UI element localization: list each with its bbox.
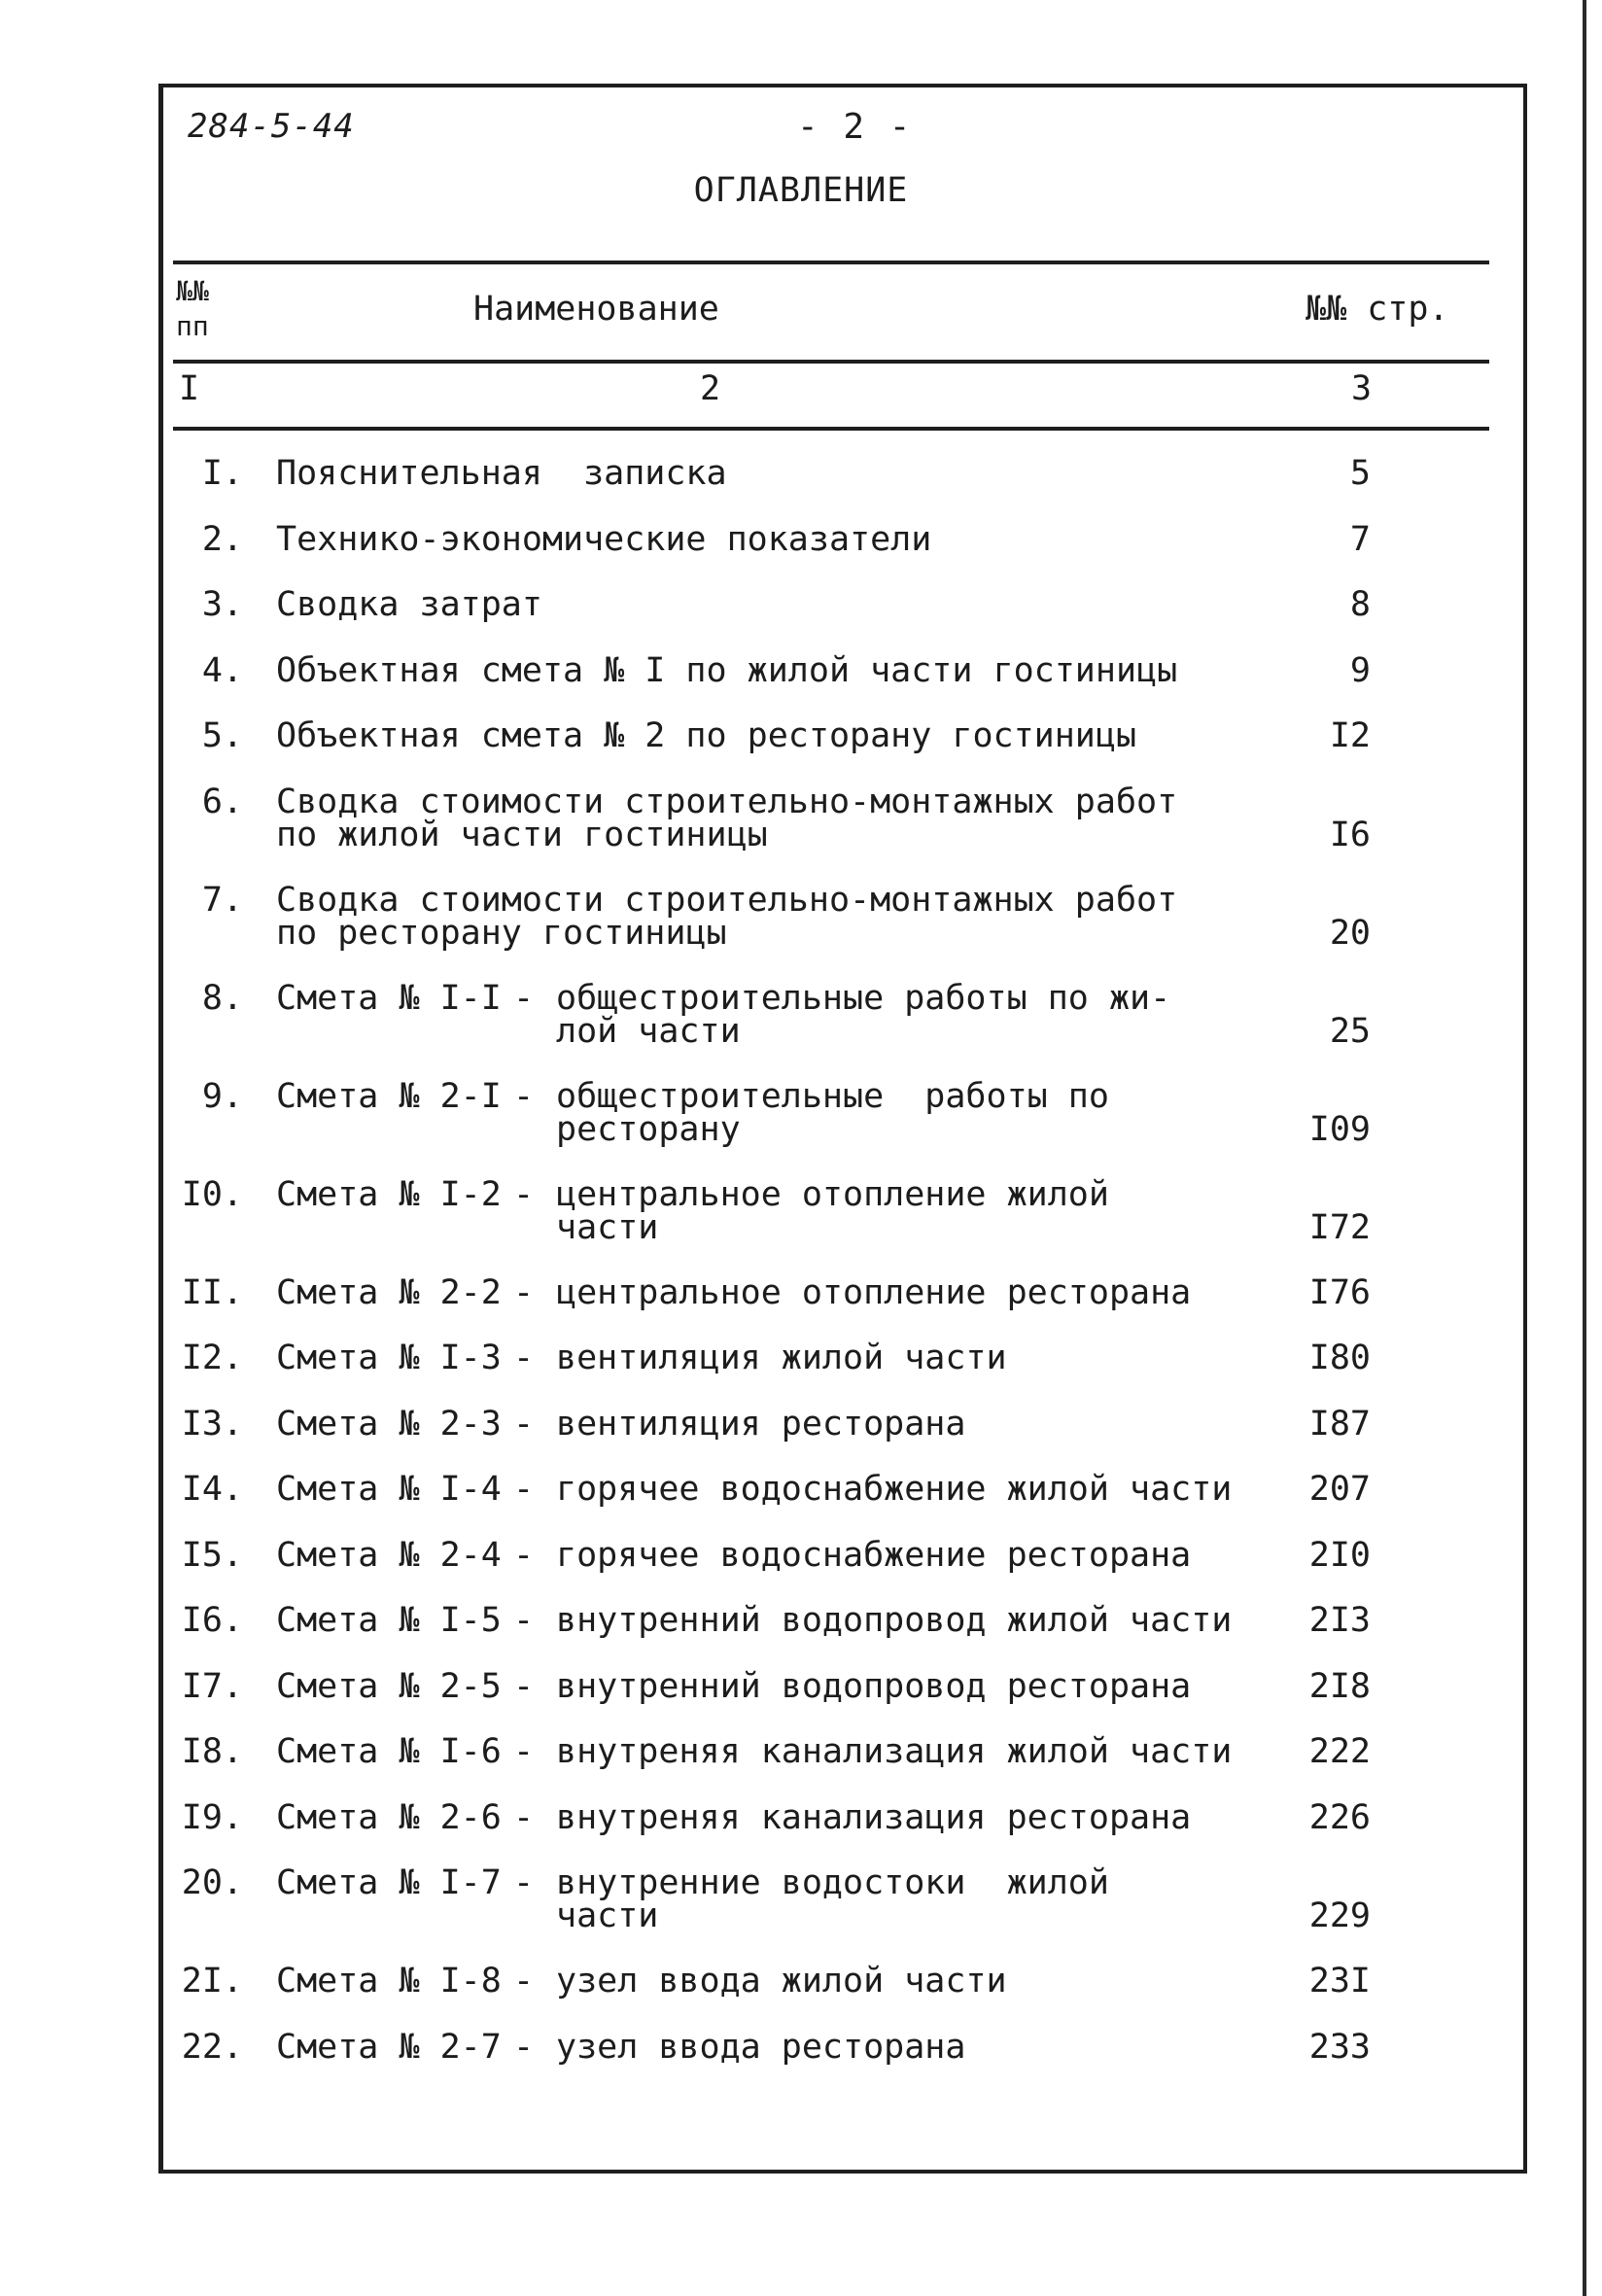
toc-row-page: I09: [1308, 1109, 1371, 1149]
toc-row-dash: -: [513, 1339, 535, 1377]
toc-row-title: вентиляция жилой части: [556, 1339, 1007, 1377]
toc-row-number: 22.: [181, 2027, 243, 2067]
toc-row-number: I2.: [181, 1339, 243, 1377]
table-header-rule: [173, 360, 1489, 364]
toc-row-title: центральное отопление жилой: [556, 1174, 1109, 1214]
toc-row-dash: -: [513, 1076, 535, 1116]
toc-row-number: 7.: [201, 880, 243, 920]
page-edge-line: [1583, 0, 1586, 2296]
toc-row-number: I8.: [181, 1732, 243, 1771]
column-index-2: 2: [700, 369, 721, 408]
toc-row-title: Сводка стоимости строительно-монтажных работ: [276, 782, 1178, 821]
toc-row-smeta: Смета № 2-6: [276, 1797, 502, 1837]
toc-row-title-continued: лой части: [556, 1011, 741, 1051]
toc-row-number: I7.: [181, 1666, 243, 1706]
toc-row-title: внутренние водостоки жилой: [556, 1863, 1109, 1902]
toc-row-title: внутренний водопровод жилой части: [556, 1601, 1233, 1640]
toc-row-number: 4.: [201, 650, 243, 690]
toc-row-smeta: Смета № 2-2: [276, 1272, 502, 1312]
toc-row-dash: -: [513, 1272, 535, 1312]
toc-row-smeta: Смета № 2-7: [276, 2027, 502, 2067]
toc-row-page: I2: [1329, 716, 1371, 755]
toc-row-page: 5: [1349, 454, 1371, 493]
toc-row-number: II.: [181, 1272, 243, 1312]
toc-row-title-continued: по жилой части гостиницы: [276, 815, 768, 854]
toc-row-page: 233: [1308, 2027, 1371, 2067]
toc-row-page: 9: [1349, 650, 1371, 690]
toc-row-page: 8: [1349, 585, 1371, 624]
toc-row-title: Технико-экономические показатели: [276, 519, 932, 559]
toc-row-title: Сводка затрат: [276, 585, 542, 624]
toc-row-dash: -: [513, 1732, 535, 1771]
toc-row-smeta: Смета № 2-4: [276, 1535, 502, 1575]
column-number-header-line1: №№: [176, 275, 209, 307]
toc-row-smeta: Смета № I-I: [276, 978, 502, 1018]
toc-row-page: 2I0: [1308, 1535, 1371, 1575]
toc-row-title: внутреняя канализация жилой части: [556, 1732, 1233, 1771]
column-page-header: №№ стр.: [1306, 290, 1449, 329]
toc-row-number: 3.: [201, 585, 243, 624]
column-index-1: I: [179, 369, 200, 408]
toc-row-title-continued: ресторану: [556, 1109, 741, 1149]
toc-row-smeta: Смета № I-2: [276, 1174, 502, 1214]
toc-row-title: внутреняя канализация ресторана: [556, 1797, 1192, 1837]
toc-row-title: узел ввода ресторана: [556, 2027, 966, 2067]
toc-row-dash: -: [513, 2027, 535, 2067]
toc-row-number: I4.: [181, 1470, 243, 1509]
toc-row-smeta: Смета № 2-5: [276, 1666, 502, 1706]
toc-row-page: 229: [1308, 1896, 1371, 1935]
toc-row-page: 2I3: [1308, 1601, 1371, 1640]
toc-row-page: 222: [1308, 1732, 1371, 1771]
page-title: ОГЛАВЛЕНИЕ: [693, 171, 909, 210]
toc-row-number: 20.: [181, 1863, 243, 1902]
toc-row-smeta: Смета № I-4: [276, 1470, 502, 1509]
column-index-3: 3: [1351, 369, 1373, 408]
column-name-header: Наименование: [473, 290, 719, 329]
toc-row-page: 20: [1329, 913, 1371, 953]
toc-row-number: 6.: [201, 782, 243, 821]
toc-row-title: вентиляция ресторана: [556, 1404, 966, 1444]
toc-row-number: I.: [201, 454, 243, 493]
table-top-rule: [173, 261, 1489, 264]
toc-row-smeta: Смета № 2-I: [276, 1076, 502, 1116]
toc-row-number: I6.: [181, 1601, 243, 1640]
toc-row-title: горячее водоснабжение ресторана: [556, 1535, 1192, 1575]
toc-row-page: I72: [1308, 1207, 1371, 1247]
column-number-header-line2: пп: [176, 310, 209, 342]
toc-row-title-continued: по ресторану гостиницы: [276, 913, 727, 953]
toc-row-title: общестроительные работы по жи-: [556, 978, 1171, 1018]
toc-row-title: Объектная смета № I по жилой части гостиницы: [276, 650, 1178, 690]
toc-row-page: 2I8: [1308, 1666, 1371, 1706]
toc-row-dash: -: [513, 1470, 535, 1509]
toc-row-smeta: Смета № I-6: [276, 1732, 502, 1771]
toc-row-number: I0.: [181, 1174, 243, 1214]
toc-row-smeta: Смета № I-5: [276, 1601, 502, 1640]
toc-row-number: 2I.: [181, 1962, 243, 2000]
toc-row-title: Объектная смета № 2 по ресторану гостиницы: [276, 716, 1137, 755]
page-number: - 2 -: [797, 107, 913, 147]
toc-row-dash: -: [513, 1863, 535, 1902]
toc-row-dash: -: [513, 1601, 535, 1640]
toc-row-dash: -: [513, 1404, 535, 1444]
toc-row-smeta: Смета № I-7: [276, 1863, 502, 1902]
toc-row-dash: -: [513, 1962, 535, 2000]
table-index-rule: [173, 427, 1489, 431]
toc-row-dash: -: [513, 1535, 535, 1575]
toc-row-number: I5.: [181, 1535, 243, 1575]
toc-row-smeta: Смета № 2-3: [276, 1404, 502, 1444]
toc-row-page: I76: [1308, 1272, 1371, 1312]
toc-row-number: 2.: [201, 519, 243, 559]
toc-row-title: Пояснительная записка: [276, 454, 727, 493]
toc-row-page: 226: [1308, 1797, 1371, 1837]
toc-row-number: 5.: [201, 716, 243, 755]
toc-row-title: центральное отопление ресторана: [556, 1272, 1192, 1312]
toc-row-number: 8.: [201, 978, 243, 1018]
toc-row-title: горячее водоснабжение жилой части: [556, 1470, 1233, 1509]
toc-row-page: 7: [1349, 519, 1371, 559]
document-code: 284-5-44: [188, 107, 355, 146]
toc-row-title: узел ввода жилой части: [556, 1962, 1007, 2000]
toc-row-title: внутренний водопровод ресторана: [556, 1666, 1192, 1706]
toc-row-dash: -: [513, 1174, 535, 1214]
toc-row-title-continued: части: [556, 1896, 659, 1935]
toc-row-number: I3.: [181, 1404, 243, 1444]
toc-row-number: 9.: [201, 1076, 243, 1116]
toc-row-title: общестроительные работы по: [556, 1076, 1109, 1116]
toc-row-page: 207: [1308, 1470, 1371, 1509]
toc-row-page: I6: [1329, 815, 1371, 854]
toc-row-page: I80: [1308, 1339, 1371, 1377]
toc-row-dash: -: [513, 1797, 535, 1837]
toc-row-number: I9.: [181, 1797, 243, 1837]
toc-row-title-continued: части: [556, 1207, 659, 1247]
toc-row-smeta: Смета № I-3: [276, 1339, 502, 1377]
toc-row-dash: -: [513, 1666, 535, 1706]
toc-row-page: I87: [1308, 1404, 1371, 1444]
toc-row-page: 25: [1329, 1011, 1371, 1051]
toc-row-smeta: Смета № I-8: [276, 1962, 502, 2000]
toc-row-title: Сводка стоимости строительно-монтажных работ: [276, 880, 1178, 920]
toc-row-dash: -: [513, 978, 535, 1018]
toc-row-page: 23I: [1308, 1962, 1371, 2000]
